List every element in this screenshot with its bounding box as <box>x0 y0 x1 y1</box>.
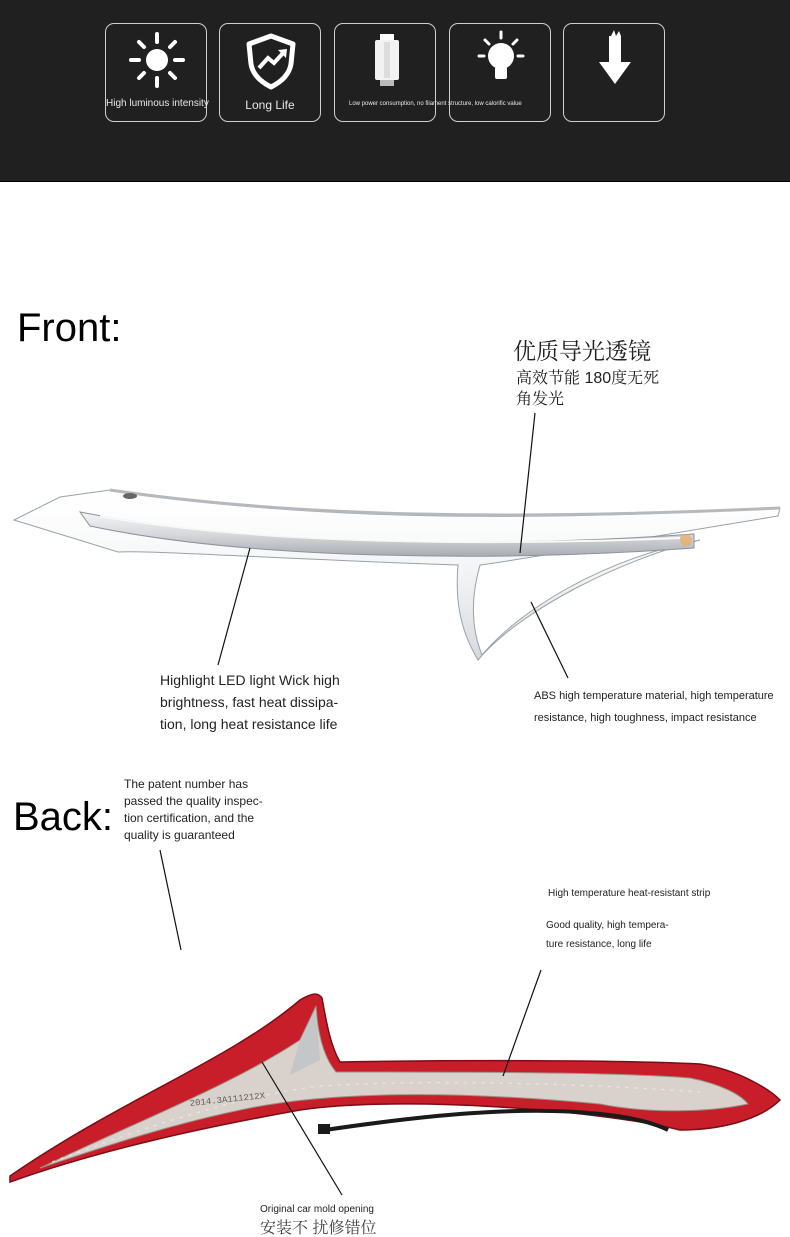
back-heading: Back: <box>13 795 114 839</box>
abs-line: resistance, high toughness, impact resistance <box>534 712 757 724</box>
feature-label: Low power consumption, no filament structure, low calorific value <box>349 101 522 107</box>
led-wick-callout <box>160 669 340 735</box>
bulb-icon <box>471 30 531 90</box>
strip-line: ture resistance, long life <box>546 939 652 950</box>
patent-line: The patent number has <box>124 777 249 791</box>
led-tube-icon <box>356 30 416 90</box>
patent-line: passed the quality inspec- <box>124 794 263 808</box>
feature-card-luminous <box>105 23 207 122</box>
part-number-text: 2014.3A111212X <box>189 1091 266 1109</box>
feature-label: Long Life <box>245 98 295 112</box>
lens-desc-line1: 高效节能 180度无死 <box>516 370 660 387</box>
patent-line: quality is guaranteed <box>124 828 235 842</box>
down-arrow-icon <box>585 30 645 90</box>
feature-card-low-power <box>334 23 522 122</box>
feature-band <box>0 0 790 182</box>
led-line: tion, long heat resistance life <box>160 716 338 732</box>
patent-line: tion certification, and the <box>124 811 255 825</box>
abs-line: ABS high temperature material, high temperature <box>534 690 774 702</box>
strip-callout <box>546 916 669 954</box>
sun-icon <box>127 30 187 90</box>
strip-title: High temperature heat-resistant strip <box>548 888 711 899</box>
lens-desc-line2: 角发光 <box>516 391 565 408</box>
feature-card-arrow <box>563 23 665 122</box>
front-lamp-image <box>14 490 780 660</box>
back-lamp-image <box>10 994 780 1182</box>
mold-opening-label: Original car mold opening <box>260 1204 374 1215</box>
mold-cut-text: 安装不 扰修错位 <box>260 1220 377 1237</box>
led-line: brightness, fast heat dissipa- <box>160 694 339 710</box>
shield-arrow-icon <box>241 30 301 90</box>
lens-title: 优质导光透镜 <box>513 338 651 364</box>
front-heading: Front: <box>17 306 122 350</box>
feature-card-long-life <box>219 23 321 122</box>
abs-material-callout <box>534 685 774 729</box>
feature-card-bulb <box>449 23 551 122</box>
strip-line: Good quality, high tempera- <box>546 920 669 931</box>
patent-callout <box>124 776 263 844</box>
led-line: Highlight LED light Wick high <box>160 672 340 688</box>
feature-label: High luminous intensity <box>106 98 209 109</box>
